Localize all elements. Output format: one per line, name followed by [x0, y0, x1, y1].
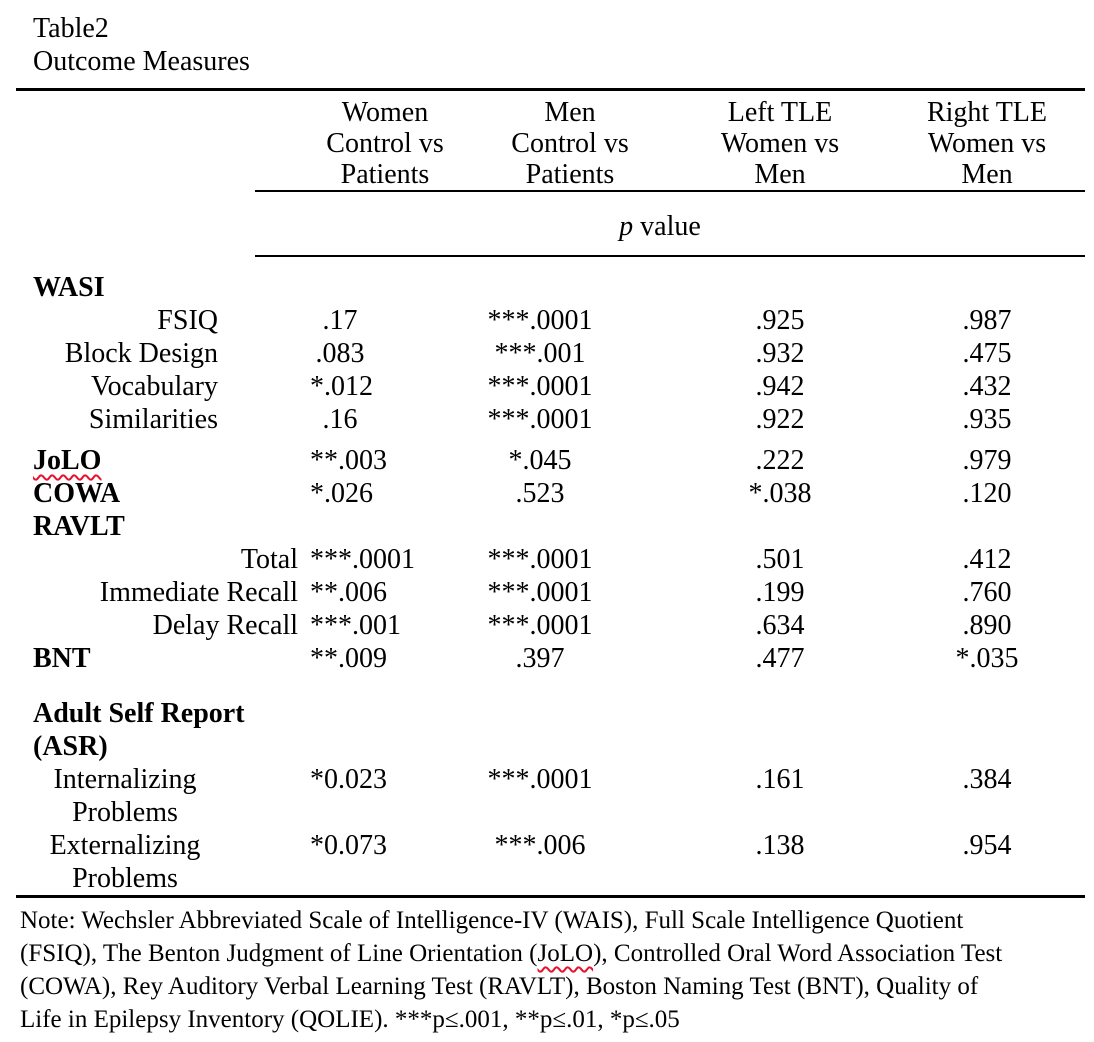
cell-value: .922 [755, 404, 805, 435]
table-number: Table2 [33, 13, 109, 44]
cell-value: *.035 [955, 643, 1019, 674]
col-header-right-tle-women-vs-men: Right TLE Women vs Men [926, 97, 1048, 190]
table-note [20, 904, 1084, 1036]
cell-value: .987 [962, 305, 1012, 336]
stub-header-cell [0, 97, 310, 190]
cell-value [310, 510, 460, 543]
cell-value: *.026 [310, 478, 373, 509]
row-label: Vocabulary [91, 371, 218, 402]
cell-value: .954 [962, 830, 1012, 861]
table-row-jolo [0, 444, 1094, 477]
cell-value: **.006 [310, 577, 387, 608]
row-label: RAVLT [33, 511, 125, 542]
cell-value: .083 [315, 338, 365, 369]
cell-value: *0.023 [310, 764, 387, 795]
row-label: Externalizing Problems [49, 830, 201, 894]
cell-value: .935 [962, 404, 1012, 435]
spellcheck-squiggle-text: JoLO [33, 445, 102, 476]
cell-value: *.012 [310, 371, 373, 402]
note-line: (FSIQ), The Benton Judgment of Line Orientation (JoLO), Controlled Oral Word Association Test [20, 940, 1003, 967]
cell-value: .634 [755, 610, 805, 641]
cell-value: **.009 [310, 643, 387, 674]
bottom-rule [16, 895, 1085, 898]
col-header-left-tle-women-vs-men: Left TLE Women vs Men [720, 97, 840, 190]
table-row-immediate-recall [0, 576, 1094, 609]
cell-value: *0.073 [310, 830, 387, 861]
cell-value: .477 [755, 643, 805, 674]
row-label: Adult Self Report (ASR) [33, 698, 245, 762]
cell-value: .412 [962, 544, 1012, 575]
table-row-fsiq [0, 304, 1094, 337]
row-label: FSIQ [157, 305, 218, 336]
section-spacer [0, 675, 1094, 697]
row-label: WASI [33, 272, 105, 303]
cell-value: .501 [755, 544, 805, 575]
p-value-spanner-row [0, 192, 1094, 255]
cell-value: .760 [962, 577, 1012, 608]
note-line: (COWA), Rey Auditory Verbal Learning Test (RAVLT), Boston Naming Test (BNT), Quality of [20, 973, 979, 1000]
cell-value: ***.0001 [487, 610, 593, 641]
row-label: Block Design [64, 338, 218, 369]
cell-value: ***.0001 [487, 577, 593, 608]
cell-value: ***.0001 [487, 371, 593, 402]
cell-value: *.038 [748, 478, 812, 509]
table-row-total [0, 543, 1094, 576]
cell-value: .17 [322, 305, 358, 336]
table-row-ravlt [0, 510, 1094, 543]
cell-value: .979 [962, 445, 1012, 476]
row-label: Delay Recall [152, 610, 298, 641]
note-line: Life in Epilepsy Inventory (QOLIE). ***p≤.001, **p≤.01, *p≤.05 [20, 1006, 680, 1033]
cell-value [680, 510, 880, 543]
cell-value [460, 510, 680, 543]
table-row-bnt [0, 642, 1094, 675]
cell-value: .890 [962, 610, 1012, 641]
cell-value: .925 [755, 305, 805, 336]
cell-value: .199 [755, 577, 805, 608]
table-row-similarities [0, 403, 1094, 436]
col-header-men-control-vs-patients: Men Control vs Patients [511, 97, 629, 190]
cell-value [680, 271, 880, 304]
cell-value: **.003 [310, 445, 387, 476]
cell-value: ***.0001 [487, 544, 593, 575]
cell-value: *.045 [508, 445, 572, 476]
note-line: Note: Wechsler Abbreviated Scale of Intelligence-IV (WAIS), Full Scale Intelligence Quotient [20, 907, 964, 934]
row-label: Internalizing Problems [53, 764, 197, 828]
table-row-internalizing-problems [0, 763, 1094, 829]
cell-value: ***.006 [494, 830, 586, 861]
cell-value: .384 [962, 764, 1012, 795]
cell-value: .222 [755, 445, 805, 476]
row-label: Similarities [88, 404, 218, 435]
cell-value [310, 271, 460, 304]
p-value-label: p value [619, 211, 701, 242]
cell-value [310, 697, 460, 763]
cell-value: ***.001 [310, 610, 401, 641]
table-body [0, 271, 1094, 895]
column-header-row [0, 91, 1094, 190]
p-italic: p [619, 211, 634, 242]
table-row-asr-header [0, 697, 1094, 763]
row-label: Total [240, 544, 298, 575]
table-row-delay-recall [0, 609, 1094, 642]
cell-value: .16 [322, 404, 358, 435]
cell-value: ***.0001 [487, 764, 593, 795]
cell-value: .942 [755, 371, 805, 402]
cell-value [460, 271, 680, 304]
table-row-wasi [0, 271, 1094, 304]
cell-value: .432 [962, 371, 1012, 402]
table-row-block-design [0, 337, 1094, 370]
cell-value: .523 [515, 478, 565, 509]
table-title-block [0, 0, 1094, 78]
cell-value: ***.0001 [310, 544, 415, 575]
cell-value [880, 271, 1094, 304]
cell-value [460, 697, 680, 763]
table-row-cowa [0, 477, 1094, 510]
table-caption: Outcome Measures [33, 46, 250, 77]
cell-value: ***.0001 [487, 404, 593, 435]
cell-value: ***.0001 [487, 305, 593, 336]
row-label [0, 444, 310, 477]
cell-value: ***.001 [494, 338, 586, 369]
cell-value: .475 [962, 338, 1012, 369]
p-value-rule [255, 255, 1085, 257]
cell-value [680, 697, 880, 763]
col-header-women-control-vs-patients: Women Control vs Patients [326, 97, 444, 190]
table-row-vocabulary [0, 370, 1094, 403]
row-label: BNT [33, 643, 91, 674]
cell-value: .932 [755, 338, 805, 369]
table-row-externalizing-problems [0, 829, 1094, 895]
cell-value: .120 [962, 478, 1012, 509]
row-label: COWA [33, 478, 121, 509]
cell-value [880, 510, 1094, 543]
section-spacer [0, 436, 1094, 444]
cell-value: .397 [515, 643, 565, 674]
cell-value [880, 697, 1094, 763]
spellcheck-squiggle-text: JoLO [537, 940, 594, 967]
cell-value: .161 [755, 764, 805, 795]
row-label: Immediate Recall [99, 577, 298, 608]
cell-value: .138 [755, 830, 805, 861]
